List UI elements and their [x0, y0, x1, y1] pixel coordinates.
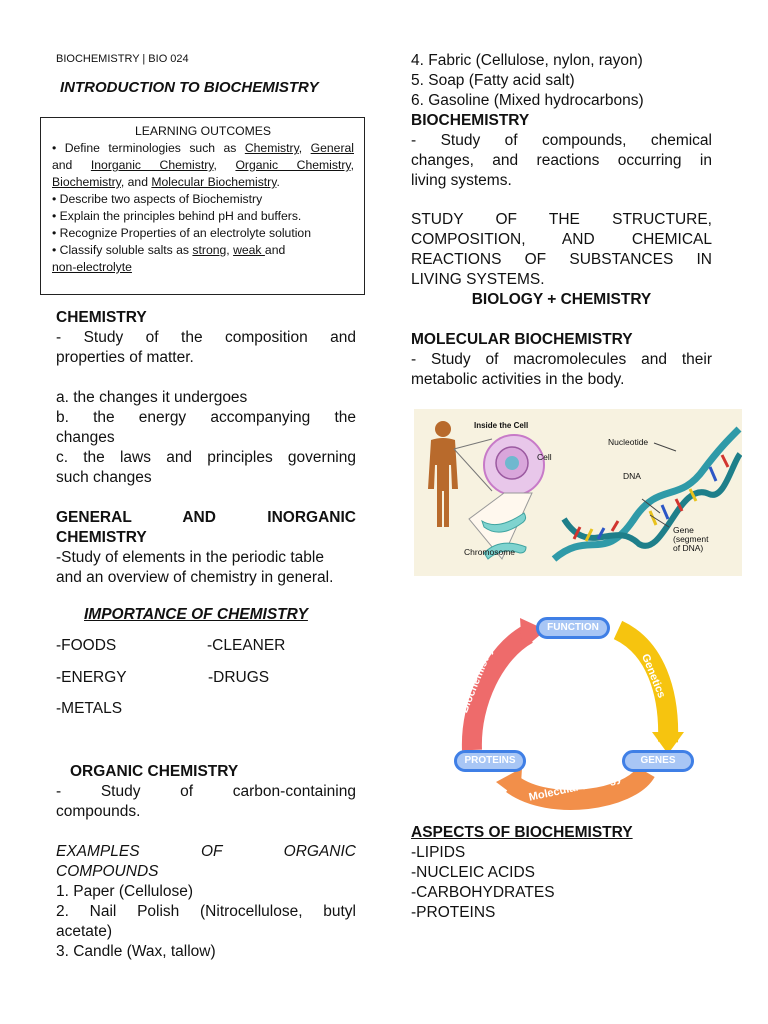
learning-outcome-5-end: non-electrolyte [52, 260, 132, 274]
molecular-biochemistry-heading: MOLECULAR BIOCHEMISTRY [411, 331, 633, 348]
biochemistry-arrow-icon [472, 634, 528, 750]
proteins-pill: PROTEINS [454, 750, 526, 772]
example-2-cont: acetate) [56, 923, 113, 940]
organic-heading: ORGANIC CHEMISTRY [70, 763, 239, 780]
aspects-section [411, 823, 633, 923]
example-4: 4. Fabric (Cellulose, nylon, rayon) [411, 52, 643, 69]
chemistry-heading: CHEMISTRY [56, 309, 147, 326]
molecular-definition: - Study of macromolecules and their [411, 351, 712, 368]
learning-outcome-3: • Explain the principles behind pH and buffers. [52, 209, 302, 223]
inside-cell-label: Inside the Cell [474, 421, 529, 430]
chemistry-item-b: b. the energy accompanying the [56, 409, 356, 426]
biology-plus-chemistry: BIOLOGY + CHEMISTRY [471, 291, 652, 308]
function-pill: FUNCTION [536, 617, 610, 639]
molecular-definition-cont: metabolic activities in the body. [411, 371, 625, 388]
chemistry-item-c-cont: such changes [56, 469, 152, 486]
example-5: 5. Soap (Fatty acid salt) [411, 72, 575, 89]
biochemistry-caps-1: STUDY OF THE STRUCTURE, [411, 211, 712, 228]
dna-label: DNA [623, 471, 641, 481]
example-3: 3. Candle (Wax, tallow) [56, 943, 216, 960]
learning-outcome-1-cont: and Inorganic Chemistry, Organic Chemistry, [52, 158, 354, 172]
importance-heading: IMPORTANCE OF CHEMISTRY [84, 606, 308, 623]
aspect-nucleic-acids: -NUCLEIC ACIDS [411, 864, 536, 881]
left-column-upper [56, 308, 356, 588]
aspect-proteins: -PROTEINS [411, 904, 496, 921]
aspect-carbohydrates: -CARBOHYDRATES [411, 884, 555, 901]
genetics-arrow-label: Genetics [638, 652, 668, 700]
aspects-heading: ASPECTS OF BIOCHEMISTRY [411, 824, 633, 841]
learning-outcomes-box [40, 117, 365, 295]
chromosome-label: Chromosome [464, 547, 516, 557]
importance-item-drugs: -DRUGS [208, 669, 270, 686]
example-1: 1. Paper (Cellulose) [56, 883, 193, 900]
aspect-lipids: -LIPIDS [411, 844, 466, 861]
biochemistry-caps-4: LIVING SYSTEMS. [411, 271, 545, 288]
chemistry-item-b-cont: changes [56, 429, 115, 446]
chemistry-definition: - Study of the composition and [56, 329, 356, 346]
biochemistry-definition-cont: changes, and reactions occurring in [411, 152, 712, 169]
human-figure-icon [428, 421, 458, 527]
examples-heading-cont: COMPOUNDS [56, 863, 159, 880]
organic-definition: - Study of carbon-containing [56, 783, 356, 800]
learning-outcome-1: • Define terminologies such as Chemistry, General [52, 141, 354, 155]
course-code: BIOCHEMISTRY | BIO 024 [56, 53, 189, 65]
cell-label: Cell [537, 452, 552, 462]
dna-helix-icon [554, 429, 740, 559]
general-inorganic-definition: -Study of elements in the periodic table [56, 549, 324, 566]
cell-dna-figure [414, 409, 742, 576]
importance-item-cleaner: -CLEANER [207, 637, 286, 654]
examples-heading: EXAMPLES OF ORGANIC [56, 843, 356, 860]
learning-outcome-5: • Classify soluble salts as strong, weak and [52, 243, 286, 257]
gene-label: Gene (segment of DNA) [673, 525, 709, 553]
biochemistry-cycle-figure [450, 612, 700, 812]
importance-item-foods: -FOODS [56, 637, 117, 654]
importance-item-metals: -METALS [56, 700, 123, 717]
general-inorganic-heading-cont: CHEMISTRY [56, 529, 147, 546]
page-title: INTRODUCTION TO BIOCHEMISTRY [60, 79, 319, 96]
genes-pill: GENES [622, 750, 694, 772]
biochemistry-definition: - Study of compounds, chemical [411, 132, 712, 149]
general-inorganic-definition-cont: and an overview of chemistry in general. [56, 569, 334, 586]
molecular-biology-arrow-label: Molecular Biology [527, 772, 623, 804]
chemistry-item-a: a. the changes it undergoes [56, 389, 248, 406]
biochemistry-heading: BIOCHEMISTRY [411, 112, 530, 129]
left-column-lower [56, 762, 356, 962]
learning-outcome-1-end: Biochemistry, and Molecular Biochemistry. [52, 175, 280, 189]
biochemistry-arrow-label: Biochemistry [458, 645, 496, 715]
biochemistry-caps-3: REACTIONS OF SUBSTANCES IN [411, 251, 712, 268]
example-2: 2. Nail Polish (Nitrocellulose, butyl [56, 903, 356, 920]
biochemistry-definition-end: living systems. [411, 172, 512, 189]
learning-outcomes-title: LEARNING OUTCOMES [134, 124, 272, 138]
chemistry-definition-cont: properties of matter. [56, 349, 194, 366]
learning-outcome-4: • Recognize Properties of an electrolyte solution [52, 226, 311, 240]
general-inorganic-heading: GENERAL AND INORGANIC [56, 509, 356, 526]
biochemistry-caps-2: COMPOSITION, AND CHEMICAL [411, 231, 712, 248]
importance-item-energy: -ENERGY [56, 669, 127, 686]
right-column-upper [411, 51, 712, 390]
learning-outcome-2: • Describe two aspects of Biochemistry [52, 192, 263, 206]
chemistry-item-c: c. the laws and principles governing [56, 449, 356, 466]
nucleotide-label: Nucleotide [608, 437, 649, 447]
organic-definition-cont: compounds. [56, 803, 141, 820]
example-6: 6. Gasoline (Mixed hydrocarbons) [411, 92, 644, 109]
